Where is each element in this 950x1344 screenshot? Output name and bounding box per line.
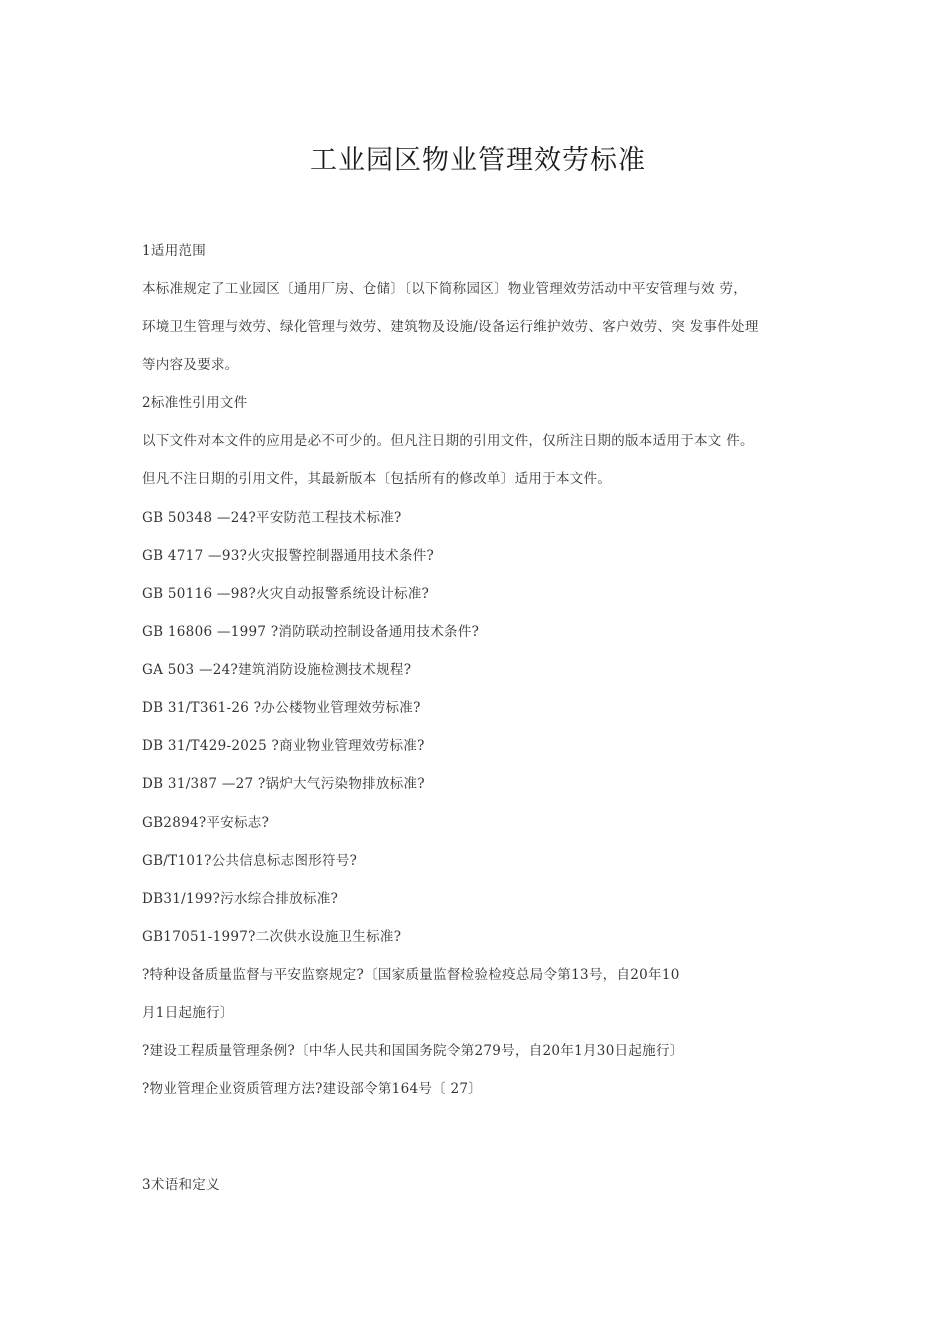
section-heading-references: 2标准性引用文件 <box>142 395 248 411</box>
reference-item: DB 31/387 —27 ?锅炉大气污染物排放标准? <box>142 776 425 792</box>
reference-item: GB 16806 —1997 ?消防联动控制设备通用技术条件? <box>142 624 480 640</box>
reference-item-continuation: 月1日起施行〕 <box>142 1005 234 1021</box>
paragraph-line: 以下文件对本文件的应用是必不可少的。但凡注日期的引用文件，仅所注日期的版本适用于本文 件。 <box>142 433 754 449</box>
reference-item: ?特种设备质量监督与平安监察规定?〔国家质量监督检验检疫总局令第13号，自20年10 <box>142 967 680 983</box>
reference-item: GB 50116 —98?火灾自动报警系统设计标准? <box>142 586 430 602</box>
section-heading-scope: 1适用范围 <box>142 243 207 259</box>
paragraph-line: 但凡不注日期的引用文件，其最新版本〔包括所有的修改单〕适用于本文件。 <box>142 471 612 487</box>
reference-item: GA 503 —24?建筑消防设施检测技术规程? <box>142 662 412 678</box>
paragraph-line: 本标准规定了工业园区〔通用厂房、仓储〕〔以下简称园区〕物业管理效劳活动中平安管理与效 劳， <box>142 281 748 297</box>
paragraph-line: 等内容及要求。 <box>142 357 239 373</box>
reference-item: DB31/199?污水综合排放标准? <box>142 891 339 907</box>
reference-item: GB2894?平安标志? <box>142 815 270 831</box>
paragraph-line: 环境卫生管理与效劳、绿化管理与效劳、建筑物及设施/设备运行维护效劳、客户效劳、突 发事件处理 <box>142 319 759 335</box>
reference-item: DB 31/T361-26 ?办公楼物业管理效劳标准? <box>142 700 421 716</box>
reference-item: GB17051-1997?二次供水设施卫生标准? <box>142 929 402 945</box>
reference-item: DB 31/T429-2025 ?商业物业管理效劳标准? <box>142 738 425 754</box>
page-title: 工业园区物业管理效劳标准 <box>310 145 646 176</box>
reference-item: ?物业管理企业资质管理方法?建设部令第164号〔 27〕 <box>142 1081 483 1097</box>
reference-item: GB/T101?公共信息标志图形符号? <box>142 853 358 869</box>
reference-item: GB 50348 —24?平安防范工程技术标准? <box>142 510 402 526</box>
section-heading-terms: 3术语和定义 <box>142 1177 220 1193</box>
reference-item: ?建设工程质量管理条例?〔中华人民共和国国务院令第279号，自20年1月30日起施行〕 <box>142 1043 684 1059</box>
reference-item: GB 4717 —93?火灾报警控制器通用技术条件? <box>142 548 435 564</box>
